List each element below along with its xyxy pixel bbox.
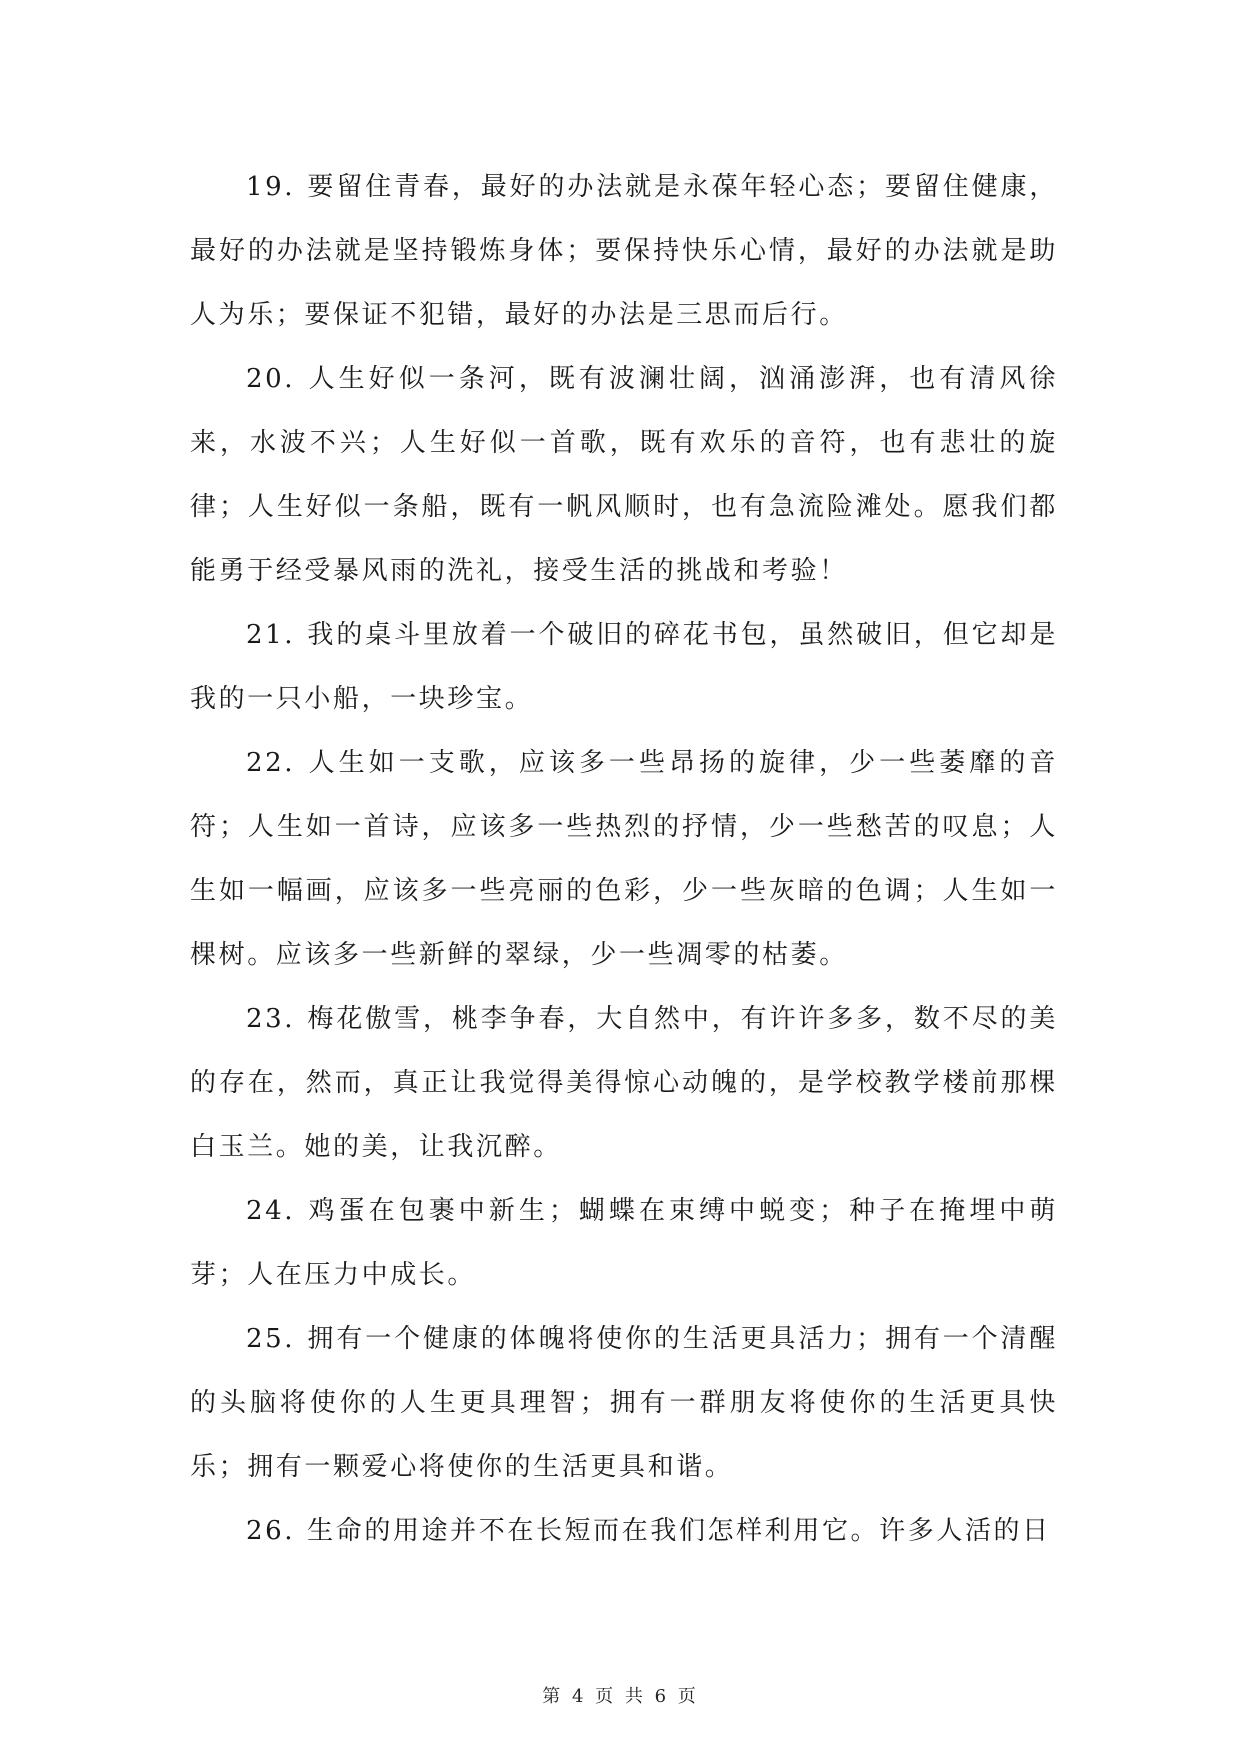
paragraph-text: 梅花傲雪，桃李争春，大自然中，有许许多多，数不尽的美的存在，然而，真正让我觉得美得惊心动魄的，是学校教学楼前那棵白玉兰。她的美，让我沉醉。: [190, 1004, 1058, 1162]
paragraph-24: [190, 1179, 1058, 1307]
item-number: 23.: [246, 1004, 296, 1034]
current-page-number: 4: [571, 1686, 587, 1707]
paragraph-23: [190, 987, 1058, 1179]
paragraph-19: [190, 155, 1058, 347]
item-number: 21.: [246, 620, 296, 650]
paragraph-text: 人生好似一条河，既有波澜壮阔，汹涌澎湃，也有清风徐来，水波不兴；人生好似一首歌，既有欢乐的音符，也有悲壮的旋律；人生好似一条船，既有一帆风顺时，也有急流险滩处。愿我们都能勇于经受暴风雨的洗礼，接受生活的挑战和考验！: [190, 364, 1058, 586]
paragraph-text: 我的桌斗里放着一个破旧的碎花书包，虽然破旧，但它却是我的一只小船，一块珍宝。: [190, 620, 1058, 714]
footer-label-ye2: 页: [677, 1686, 699, 1707]
item-number: 22.: [246, 748, 296, 778]
item-number: 20.: [246, 364, 296, 394]
paragraph-22: [190, 731, 1058, 987]
item-number: 25.: [246, 1324, 296, 1354]
document-body: [190, 155, 1058, 1563]
paragraph-text: 鸡蛋在包裹中新生；蝴蝶在束缚中蜕变；种子在掩埋中萌芽；人在压力中成长。: [190, 1196, 1058, 1290]
paragraph-25: [190, 1307, 1058, 1499]
total-page-number: 6: [654, 1686, 670, 1707]
footer-label-total: 共: [624, 1686, 646, 1707]
footer-label-page: 第: [542, 1686, 564, 1707]
item-number: 26.: [246, 1516, 296, 1546]
paragraph-text: 人生如一支歌，应该多一些昂扬的旋律，少一些萎靡的音符；人生如一首诗，应该多一些热烈的抒情，少一些愁苦的叹息；人生如一幅画，应该多一些亮丽的色彩，少一些灰暗的色调；人生如一棵树。应该多一些新鲜的翠绿，少一些凋零的枯萎。: [190, 748, 1058, 970]
paragraph-text: 拥有一个健康的体魄将使你的生活更具活力；拥有一个清醒的头脑将使你的人生更具理智；拥有一群朋友将使你的生活更具快乐；拥有一颗爱心将使你的生活更具和谐。: [190, 1324, 1058, 1482]
footer-label-ye: 页: [595, 1686, 617, 1707]
item-number: 19.: [246, 172, 296, 202]
paragraph-21: [190, 603, 1058, 731]
paragraph-text: 生命的用途并不在长短而在我们怎样利用它。许多人活的日: [307, 1516, 1051, 1546]
paragraph-text: 要留住青春，最好的办法就是永葆年轻心态；要留住健康，最好的办法就是坚持锻炼身体；要保持快乐心情，最好的办法就是助人为乐；要保证不犯错，最好的办法是三思而后行。: [190, 172, 1058, 330]
page-footer: [0, 1682, 1241, 1708]
item-number: 24.: [246, 1196, 296, 1226]
paragraph-20: [190, 347, 1058, 603]
paragraph-26: [190, 1499, 1058, 1563]
